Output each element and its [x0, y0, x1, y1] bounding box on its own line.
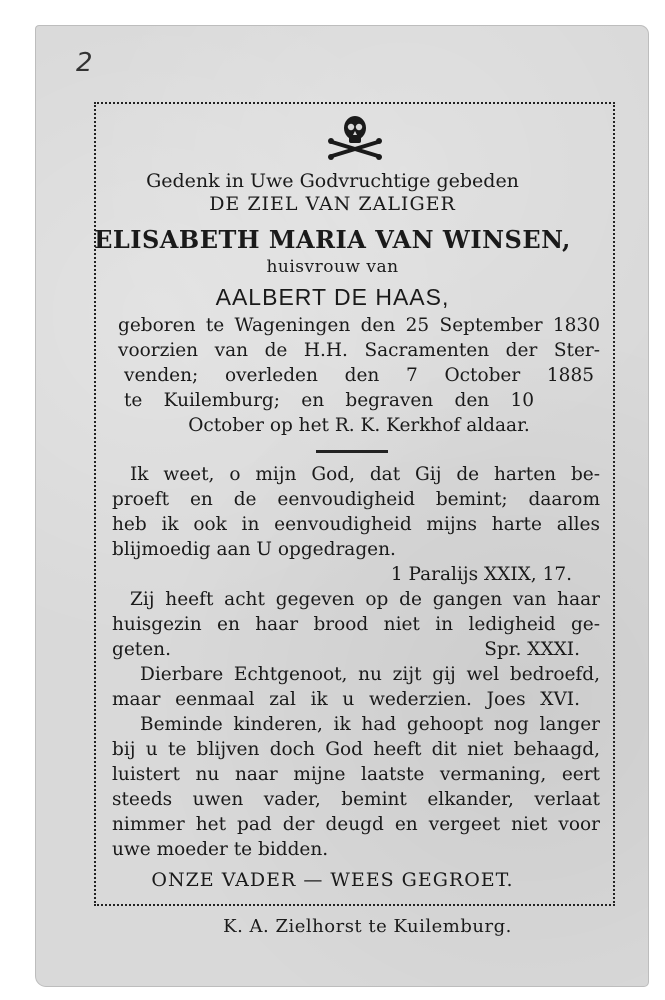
- verse-line: steeds uwen vader, bemint elkander, verlaat: [112, 789, 600, 810]
- bio-line: venden; overleden den 7 October 1885: [124, 365, 594, 386]
- verse-line: geten.: [112, 639, 171, 660]
- verse-line: luistert nu naar mijne laatste vermaning, eert: [112, 764, 600, 785]
- verse-line: Beminde kinderen, ik had gehoopt nog langer: [140, 714, 600, 735]
- printer-credit: K. A. Zielhorst te Kuilemburg.: [223, 916, 512, 937]
- verse-line: uwe moeder te bidden.: [112, 839, 329, 860]
- deceased-name: ELISABETH MARIA VAN WINSEN,: [94, 225, 571, 254]
- divider-rule: [316, 450, 388, 453]
- wife-of-line: huisvrouw van: [266, 257, 399, 277]
- verse-line: blijmoedig aan U opgedragen.: [112, 539, 396, 560]
- verse-line: Zij heeft acht gegeven op de gangen van haar: [130, 589, 600, 610]
- skull-crossbones-icon: [326, 112, 384, 160]
- verse-line: bij u te blijven doch God heeft dit niet behaagd,: [112, 739, 600, 760]
- husband-name: AALBERT DE HAAS,: [215, 284, 450, 310]
- soul-line: DE ZIEL VAN ZALIGER: [209, 193, 456, 215]
- verse-line: heb ik ook in eenvoudigheid mijns harte alles: [112, 514, 600, 535]
- verse-reference: 1 Paralijs XXIX, 17.: [390, 564, 572, 585]
- bio-line: geboren te Wageningen den 25 September 1830: [118, 315, 600, 336]
- handwritten-number: 2: [76, 48, 93, 78]
- bio-line: voorzien van de H.H. Sacramenten der Ster-: [118, 340, 600, 361]
- verse-line: maar eenmaal zal ik u wederzien. Joes XVI.: [112, 689, 580, 710]
- closing-prayer: ONZE VADER — WEES GEGROET.: [151, 869, 514, 891]
- verse-line: Ik weet, o mijn God, dat Gij de harten be-: [130, 464, 600, 485]
- verse-line: nimmer het pad der deugd en vergeet niet voor: [112, 814, 600, 835]
- intro-line: Gedenk in Uwe Godvruchtige gebeden: [146, 170, 519, 192]
- bio-line: te Kuilemburg; en begraven den 10: [124, 390, 534, 411]
- verse-line: huisgezin en haar brood niet in ledigheid ge-: [112, 614, 600, 635]
- verse-line: proeft en de eenvoudigheid bemint; daarom: [112, 489, 600, 510]
- bio-line: October op het R. K. Kerkhof aldaar.: [188, 415, 530, 436]
- verse-line: Dierbare Echtgenoot, nu zijt gij wel bedroefd,: [140, 664, 600, 685]
- verse-reference: Spr. XXXI.: [484, 639, 580, 660]
